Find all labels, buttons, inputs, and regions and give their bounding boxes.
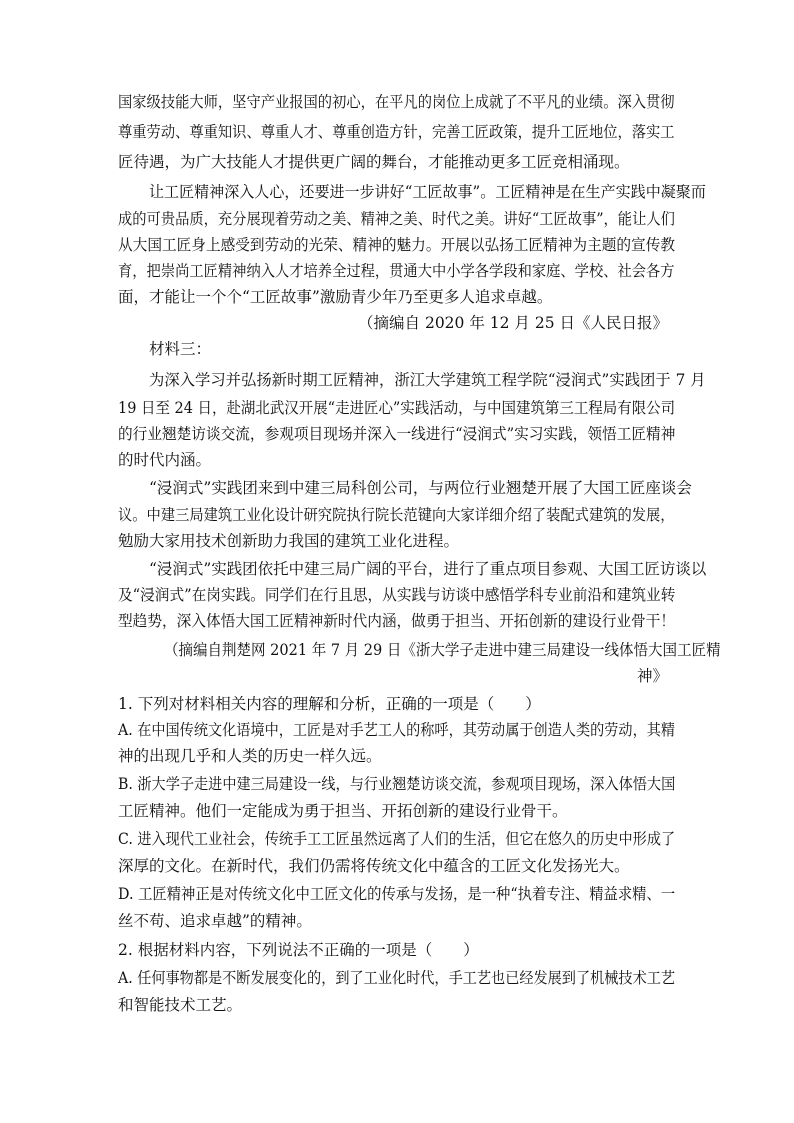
- paragraph-line: 议。中建三局建筑工业化设计研究院执行院长范键向大家详细介绍了装配式建筑的发展，: [118, 506, 675, 524]
- paragraph-line: 匠待遇，为广大技能人才提供更广阔的舞台，才能推动更多工匠竞相涌现。: [118, 153, 630, 171]
- section-heading: 材料三：: [149, 340, 212, 358]
- question-1-option-d: D. 工匠精神正是对传统文化中工匠文化的传承与发扬，是一种“执着专注、精益求精、一: [118, 885, 676, 903]
- paragraph-line: 国家级技能大师，坚守产业报国的初心，在平凡的岗位上成就了不平凡的业绩。深入贯彻: [118, 93, 675, 111]
- question-1-option-c: C. 进入现代工业社会，传统手工工匠虽然远离了人们的生活，但它在悠久的历史中形成了: [118, 830, 676, 848]
- question-2-option-a: A. 任何事物都是不断发展变化的，到了工业化时代，手工艺也已经发展到了机械技术工艺: [118, 969, 676, 987]
- paragraph-line: 型趋势，深入体悟大国工匠精神新时代内涵，做勇于担当、开拓创新的建设行业骨干！: [118, 612, 676, 630]
- paragraph-line: 尊重劳动、尊重知识、尊重人才、尊重创造方针，完善工匠政策，提升工匠地位，落实工: [118, 123, 675, 141]
- source-citation: （摘编自荆楚网 2021 年 7 月 29 日《浙大学子走进中建三局建设一线体悟大国工匠精: [164, 641, 721, 659]
- paragraph-line: “浸润式”实践团来到中建三局科创公司，与两位行业翘楚开展了大国工匠座谈会: [149, 479, 692, 497]
- question-1-option-d: 丝不苟、追求卓越”的精神。: [118, 912, 312, 930]
- paragraph-line: 的行业翘楚访谈交流，参观项目现场并深入一线进行“浸润式”实习实践，领悟工匠精神: [118, 425, 676, 443]
- paragraph-line: 从大国工匠身上感受到劳动的光荣、精神的魅力。开展以弘扬工匠精神为主题的宣传教: [118, 236, 676, 254]
- paragraph-line: 成的可贵品质，充分展现着劳动之美、精神之美、时代之美。讲好“工匠故事”，能让人们: [118, 210, 675, 228]
- question-1-option-a: A. 在中国传统文化语境中，工匠是对手艺工人的称呼，其劳动属于创造人类的劳动，其精: [118, 721, 676, 739]
- paragraph-line: 育，把崇尚工匠精神纳入人才培养全过程，贯通大中小学各学段和家庭、学校、社会各方: [118, 262, 675, 280]
- paragraph-line: 及“浸润式”在岗实践。同学们在行且思，从实践与访谈中感悟学科专业前沿和建筑业转: [118, 586, 676, 604]
- paragraph-line: 面，才能让一个个“工匠故事”激励青少年乃至更多人追求卓越。: [118, 288, 553, 306]
- question-1-option-b: 工匠精神。他们一定能成为勇于担当、开拓创新的建设行业骨干。: [118, 802, 568, 820]
- question-1-option-b: B. 浙大学子走进中建三局建设一线，与行业翘楚访谈交流，参观项目现场，深入体悟大国: [118, 775, 676, 793]
- paragraph-line: 让工匠精神深入人心，还要进一步讲好“工匠故事”。工匠精神是在生产实践中凝聚而: [149, 183, 706, 201]
- question-1-option-c: 深厚的文化。在新时代，我们仍需将传统文化中蕴含的工匠文化发扬光大。: [118, 857, 630, 875]
- question-1-option-a: 神的出现几乎和人类的历史一样久远。: [118, 747, 382, 765]
- question-2: 2. 根据材料内容，下列说法不正确的一项是（ ）: [118, 941, 479, 959]
- paragraph-line: 19 日至 24 日，赴湖北武汉开展“走进匠心”实践活动，与中国建筑第三工程局有限公司: [118, 399, 676, 417]
- question-1: 1. 下列对材料相关内容的理解和分析，正确的一项是（ ）: [118, 695, 541, 713]
- paragraph-line: 为深入学习并弘扬新时期工匠精神，浙江大学建筑工程学院“浸润式”实践团于 7 月: [149, 371, 706, 389]
- paragraph-line: “浸润式”实践团依托中建三局广阔的平台，进行了重点项目参观、大国工匠访谈以: [149, 560, 707, 578]
- question-2-option-a: 和智能技术工艺。: [118, 996, 243, 1014]
- source-citation-continued: 神》: [636, 667, 668, 685]
- paragraph-line: 勉励大家用技术创新助力我国的建筑工业化进程。: [118, 532, 460, 550]
- paragraph-line: 的时代内涵。: [118, 451, 212, 469]
- source-citation: （摘编自 2020 年 12 月 25 日《人民日报》: [358, 314, 668, 332]
